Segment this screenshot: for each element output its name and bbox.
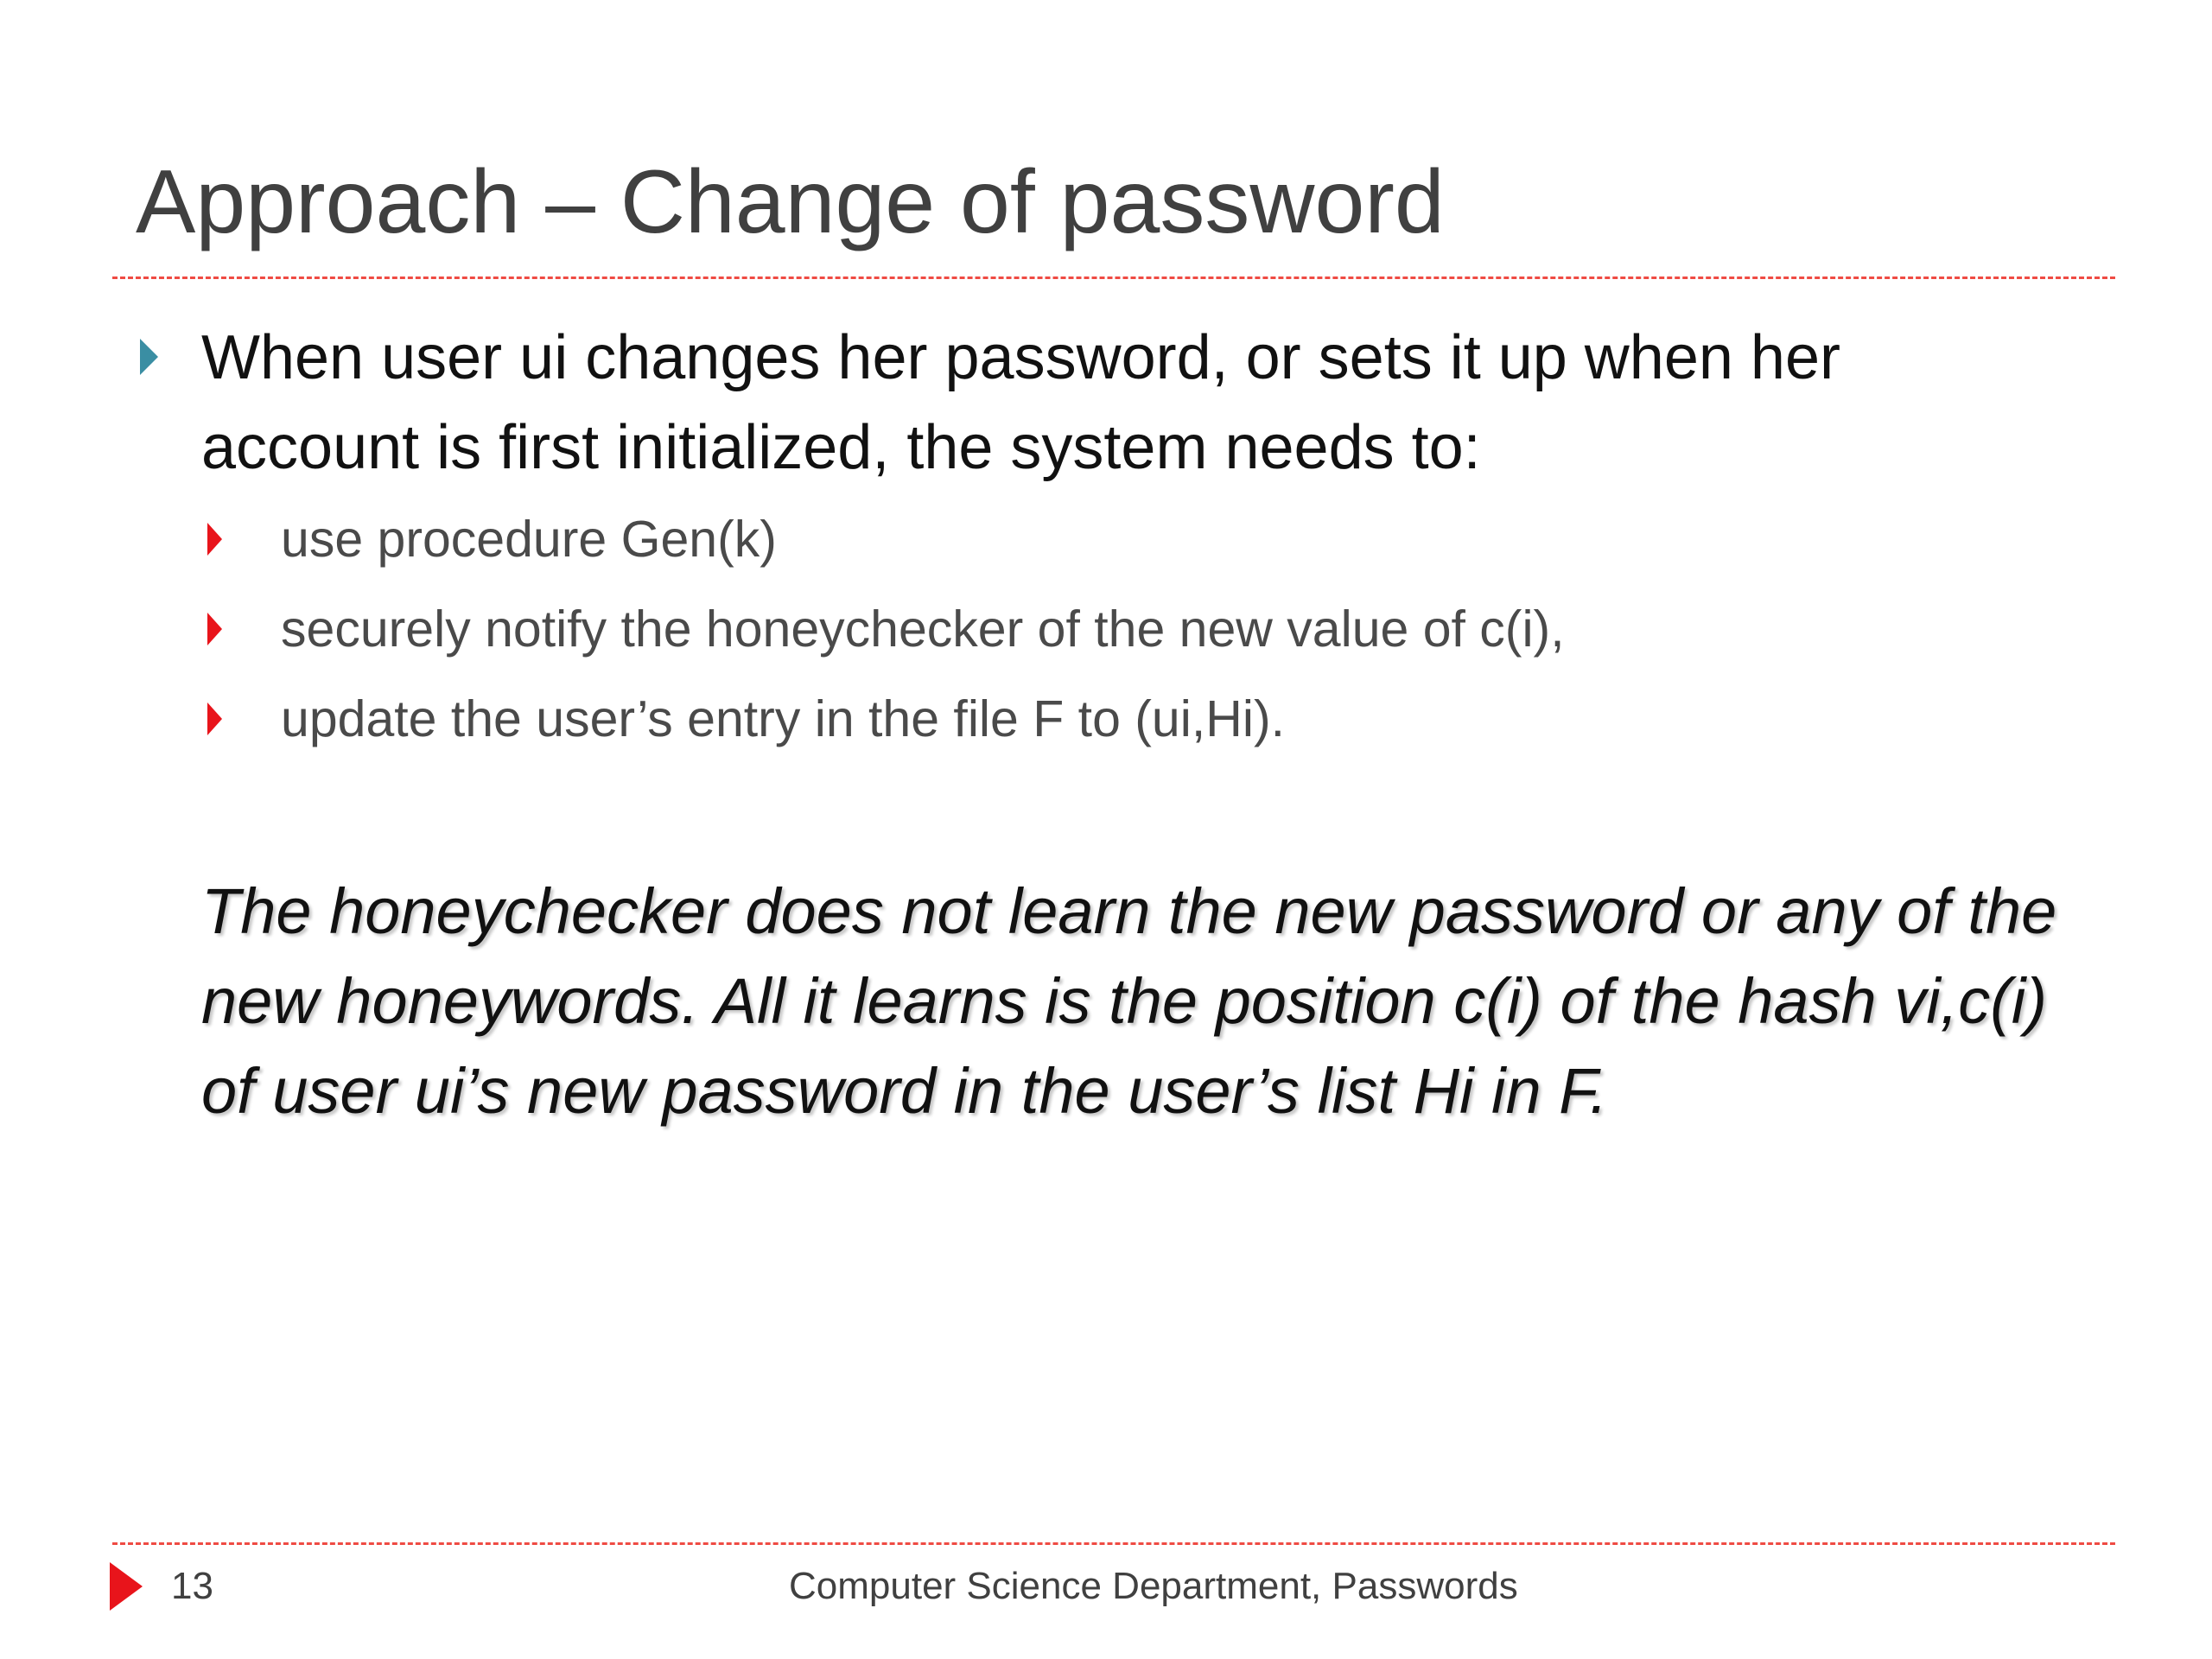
page-number: 13	[171, 1565, 213, 1607]
sub-bullet-3: update the user’s entry in the file F to (ui,Hi).	[281, 690, 1285, 747]
sub-bullet-1-triangle-right-icon	[207, 523, 222, 556]
emphasis-text: The honeychecker does not learn the new password or any of the new honeywords. All it learns is the position c(i) of the hash vi,c(i) of user ui’s new password in the user’s list Hi in F.	[201, 875, 2057, 1127]
footer-triangle-right-icon	[110, 1562, 143, 1611]
title-divider	[112, 276, 2115, 279]
sub-bullet-2-triangle-right-icon	[207, 613, 222, 645]
sub-bullet-1: use procedure Gen(k)	[281, 511, 777, 568]
footer-text: Computer Science Department, Passwords	[789, 1565, 1518, 1607]
main-bullet-triangle-right-icon	[140, 339, 158, 375]
slide-title: Approach – Change of password	[136, 152, 1445, 252]
sub-bullet-3-triangle-right-icon	[207, 702, 222, 735]
footer-divider	[112, 1542, 2115, 1545]
sub-bullet-2: securely notify the honeychecker of the new value of c(i),	[281, 601, 1565, 658]
main-bullet-text: When user ui changes her password, or sets it up when her account is first initialized, the system needs to:	[201, 323, 1840, 482]
